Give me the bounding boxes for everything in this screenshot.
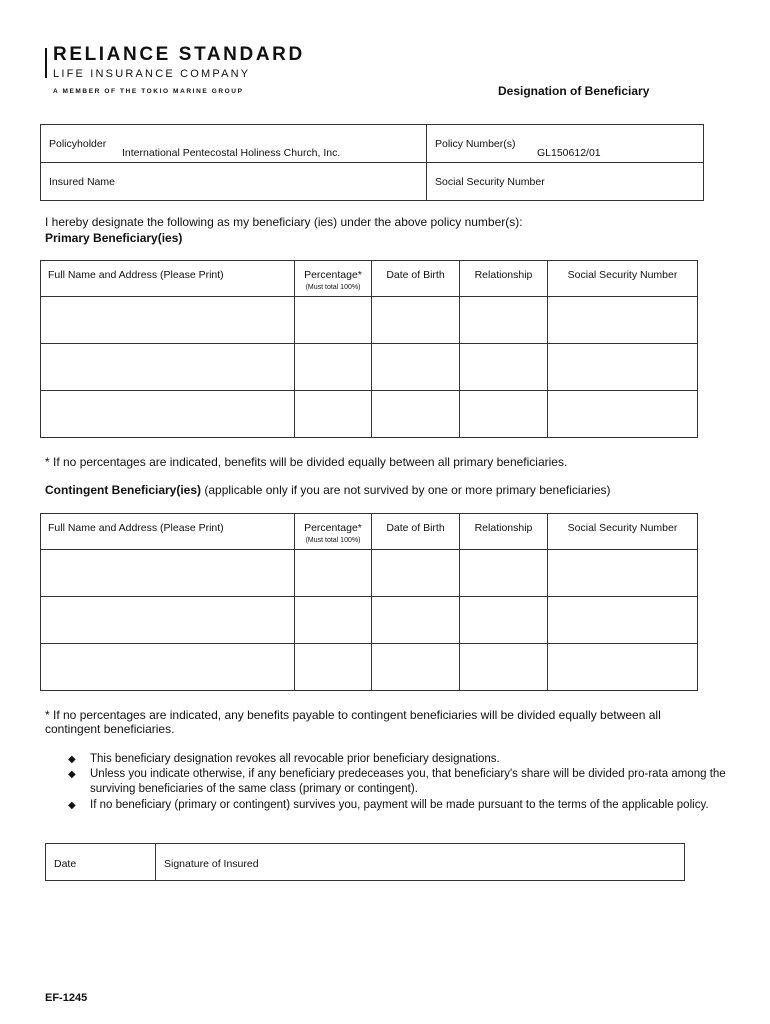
percentage-input-cell[interactable] — [295, 644, 372, 691]
ssn-input-cell[interactable] — [548, 644, 698, 691]
policyholder-value: International Pentecostal Holiness Church, Inc. — [122, 147, 341, 159]
ssn-input-cell[interactable] — [548, 391, 698, 438]
form-number: EF-1245 — [45, 992, 88, 1004]
company-tagline: A MEMBER OF THE TOKIO MARINE GROUP — [53, 88, 244, 95]
date-field[interactable]: Date — [46, 844, 156, 881]
dob-input-cell[interactable] — [372, 297, 460, 344]
bullet-icon: ◆ — [68, 799, 76, 811]
contingent-note-line1: * If no percentages are indicated, any benefits payable to contingent beneficiaries will be divided equally between all — [45, 708, 661, 722]
signature-field[interactable]: Signature of Insured — [156, 844, 685, 881]
percentage-label: Percentage* — [304, 522, 362, 534]
list-item — [68, 767, 728, 797]
signature-table — [45, 843, 685, 881]
col-header-name: Full Name and Address (Please Print) — [41, 514, 295, 550]
policy-number-value: GL150612/01 — [537, 147, 601, 159]
logo-bar — [45, 48, 47, 78]
ssn-input-cell[interactable] — [548, 597, 698, 644]
policyholder-label: Policyholder — [49, 138, 107, 150]
document-title: Designation of Beneficiary — [498, 84, 650, 98]
ssn-input-cell[interactable] — [548, 550, 698, 597]
primary-note: * If no percentages are indicated, benefits will be divided equally between all primary beneficiaries. — [45, 455, 568, 469]
relationship-input-cell[interactable] — [460, 344, 548, 391]
table-row — [41, 391, 698, 438]
col-header-relationship: Relationship — [460, 514, 548, 550]
list-item-text: This beneficiary designation revokes all revocable prior beneficiary designations. — [90, 753, 500, 765]
list-item — [68, 752, 728, 767]
col-header-dob: Date of Birth — [372, 261, 460, 297]
col-header-dob: Date of Birth — [372, 514, 460, 550]
bullet-icon: ◆ — [68, 769, 76, 781]
list-item-text: If no beneficiary (primary or contingent) survives you, payment will be made pursuant to the terms of the applicable policy. — [90, 798, 709, 811]
ssn-label: Social Security Number — [435, 176, 545, 188]
percentage-label: Percentage* — [304, 269, 362, 281]
relationship-input-cell[interactable] — [460, 644, 548, 691]
ssn-input-cell[interactable] — [548, 297, 698, 344]
policy-number-cell[interactable] — [427, 125, 704, 163]
col-header-percentage — [295, 514, 372, 550]
company-logo-name: RELIANCE STANDARD — [53, 44, 305, 65]
col-header-percentage — [295, 261, 372, 297]
insured-name-cell[interactable] — [41, 163, 427, 201]
policy-info-table — [40, 124, 704, 201]
relationship-input-cell[interactable] — [460, 597, 548, 644]
percentage-input-cell[interactable] — [295, 597, 372, 644]
primary-heading: Primary Beneficiary(ies) — [45, 231, 183, 245]
terms-list — [68, 752, 728, 813]
ssn-cell[interactable] — [427, 163, 704, 201]
col-header-ssn: Social Security Number — [548, 514, 698, 550]
col-header-ssn: Social Security Number — [548, 261, 698, 297]
name-input-cell[interactable] — [41, 597, 295, 644]
col-header-name: Full Name and Address (Please Print) — [41, 261, 295, 297]
relationship-input-cell[interactable] — [460, 391, 548, 438]
percentage-input-cell[interactable] — [295, 550, 372, 597]
percentage-note: (Must total 100%) — [305, 537, 361, 544]
contingent-heading-line — [45, 483, 611, 497]
intro-text: I hereby designate the following as my beneficiary (ies) under the above policy number(s): — [45, 215, 523, 229]
dob-input-cell[interactable] — [372, 391, 460, 438]
table-row — [41, 297, 698, 344]
contingent-heading: Contingent Beneficiary(ies) — [45, 483, 202, 497]
table-header-row — [41, 261, 698, 297]
relationship-input-cell[interactable] — [460, 550, 548, 597]
table-header-row — [41, 514, 698, 550]
name-input-cell[interactable] — [41, 550, 295, 597]
dob-input-cell[interactable] — [372, 344, 460, 391]
name-input-cell[interactable] — [41, 644, 295, 691]
table-row — [41, 344, 698, 391]
list-item — [68, 798, 728, 813]
table-row — [41, 597, 698, 644]
relationship-input-cell[interactable] — [460, 297, 548, 344]
table-row — [41, 644, 698, 691]
table-row — [41, 550, 698, 597]
policy-number-label: Policy Number(s) — [435, 138, 516, 150]
percentage-input-cell[interactable] — [295, 297, 372, 344]
ssn-input-cell[interactable] — [548, 344, 698, 391]
name-input-cell[interactable] — [41, 391, 295, 438]
primary-beneficiary-table — [40, 260, 698, 438]
name-input-cell[interactable] — [41, 344, 295, 391]
company-logo-sub: LIFE INSURANCE COMPANY — [53, 68, 251, 80]
name-input-cell[interactable] — [41, 297, 295, 344]
bullet-icon: ◆ — [68, 754, 76, 765]
policyholder-cell[interactable] — [41, 125, 427, 163]
percentage-input-cell[interactable] — [295, 391, 372, 438]
contingent-beneficiary-table — [40, 513, 698, 691]
dob-input-cell[interactable] — [372, 644, 460, 691]
percentage-note: (Must total 100%) — [305, 284, 361, 291]
contingent-heading-note: (applicable only if you are not survived by one or more primary beneficiaries) — [201, 483, 611, 497]
list-item-text: Unless you indicate otherwise, if any beneficiary predeceases you, that beneficiary's share will be divided pro-rata among the surviving beneficiaries of the same class (primary or contingent). — [90, 768, 726, 796]
dob-input-cell[interactable] — [372, 550, 460, 597]
dob-input-cell[interactable] — [372, 597, 460, 644]
percentage-input-cell[interactable] — [295, 344, 372, 391]
contingent-note-line2: contingent beneficiaries. — [45, 722, 175, 736]
insured-name-label: Insured Name — [49, 176, 115, 188]
col-header-relationship: Relationship — [460, 261, 548, 297]
